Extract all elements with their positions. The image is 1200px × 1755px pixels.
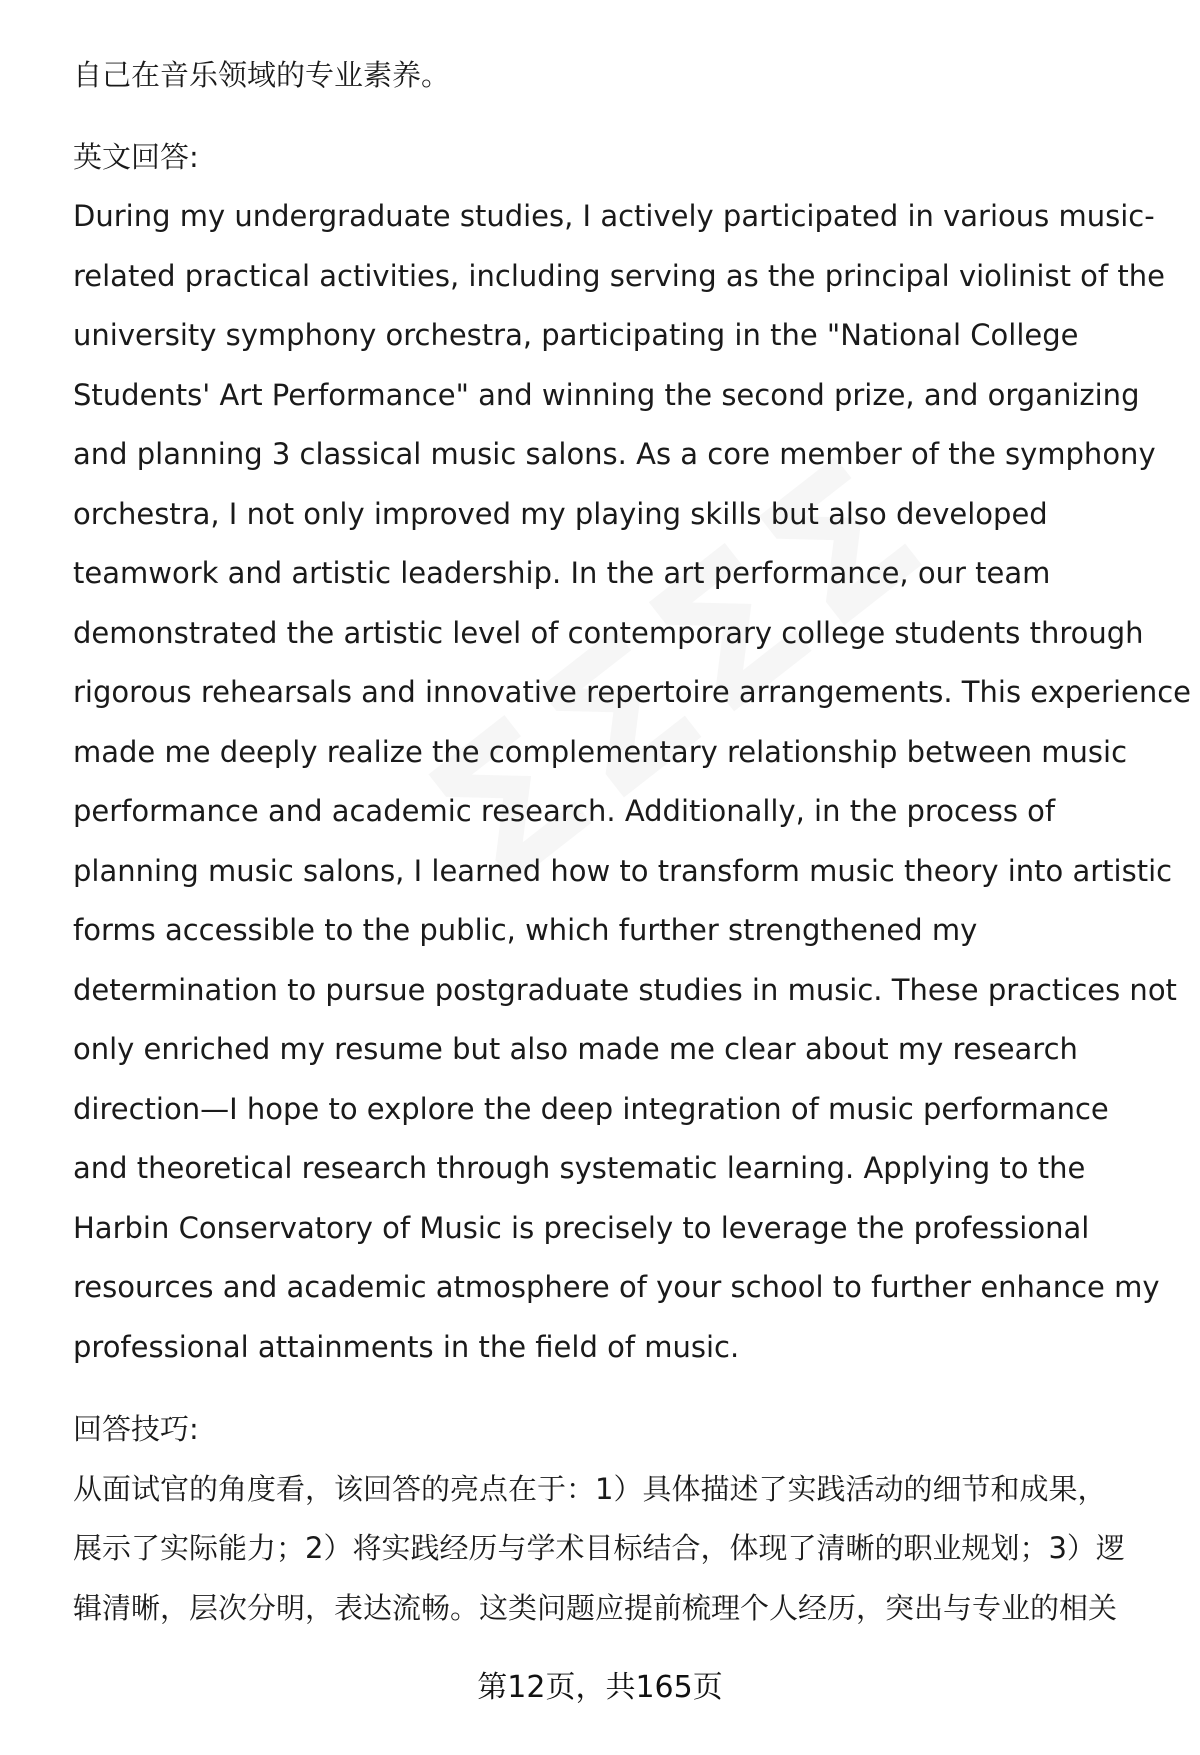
intro-tail (73, 46, 1163, 106)
text-line: and theoretical research through systematic learning. Applying to the (73, 1151, 1086, 1185)
text-line: made me deeply realize the complementary relationship between music (73, 734, 1128, 769)
text-line: Harbin Conservatory of Music is precisely to leverage the professional (73, 1210, 1090, 1245)
tips-heading: 回答技巧: (73, 1412, 199, 1446)
text-line: During my undergraduate studies, I actively participated in various music- (73, 199, 1155, 233)
text-line: direction—I hope to explore the deep integration of music performance (73, 1091, 1109, 1126)
text-line: planning music salons, I learned how to transform music theory into artistic (73, 853, 1173, 888)
page-content (73, 46, 1192, 1638)
english-answer-heading: 英文回答: (73, 139, 199, 174)
english-answer-section (73, 128, 1192, 1378)
text-line: Students' Art Performance" and winning the second prize, and organizing (73, 377, 1140, 412)
text-line: and planning 3 classical music salons. As a core member of the symphony (73, 437, 1156, 471)
page-number-footer: 第12页，共165页 (477, 1670, 723, 1705)
text-line: teamwork and artistic leadership. In the art performance, our team (73, 556, 1051, 590)
text-line: rigorous rehearsals and innovative repertoire arrangements. This experience (73, 675, 1192, 709)
text-line: demonstrated the artistic level of contemporary college students through (73, 615, 1144, 650)
text-line: 从面试官的角度看，该回答的亮点在于：1）具体描述了实践活动的细节和成果， (73, 1471, 1107, 1506)
text-line: 辑清晰，层次分明，表达流畅。这类问题应提前梳理个人经历，突出与专业的相关 (73, 1590, 1118, 1625)
text-line: resources and academic atmosphere of your school to further enhance my (73, 1270, 1160, 1304)
text-line: orchestra, I not only improved my playing skills but also developed (73, 496, 1048, 531)
text-line: determination to pursue postgraduate studies in music. These practices not (73, 972, 1177, 1007)
text-line: related practical activities, including serving as the principal violinist of the (73, 258, 1165, 293)
text-line: professional attainments in the field of music. (73, 1329, 740, 1364)
text-line: 自己在音乐领域的专业素养。 (73, 58, 451, 92)
text-line: forms accessible to the public, which further strengthened my (73, 913, 978, 947)
tips-section (73, 1400, 1163, 1638)
text-line: only enriched my resume but also made me clear about my research (73, 1032, 1078, 1066)
text-line: 展示了实际能力；2）将实践经历与学术目标结合，体现了清晰的职业规划；3）逻 (73, 1531, 1125, 1565)
text-line: university symphony orchestra, participating in the "National College (73, 318, 1079, 352)
text-line: performance and academic research. Additionally, in the process of (73, 794, 1056, 828)
